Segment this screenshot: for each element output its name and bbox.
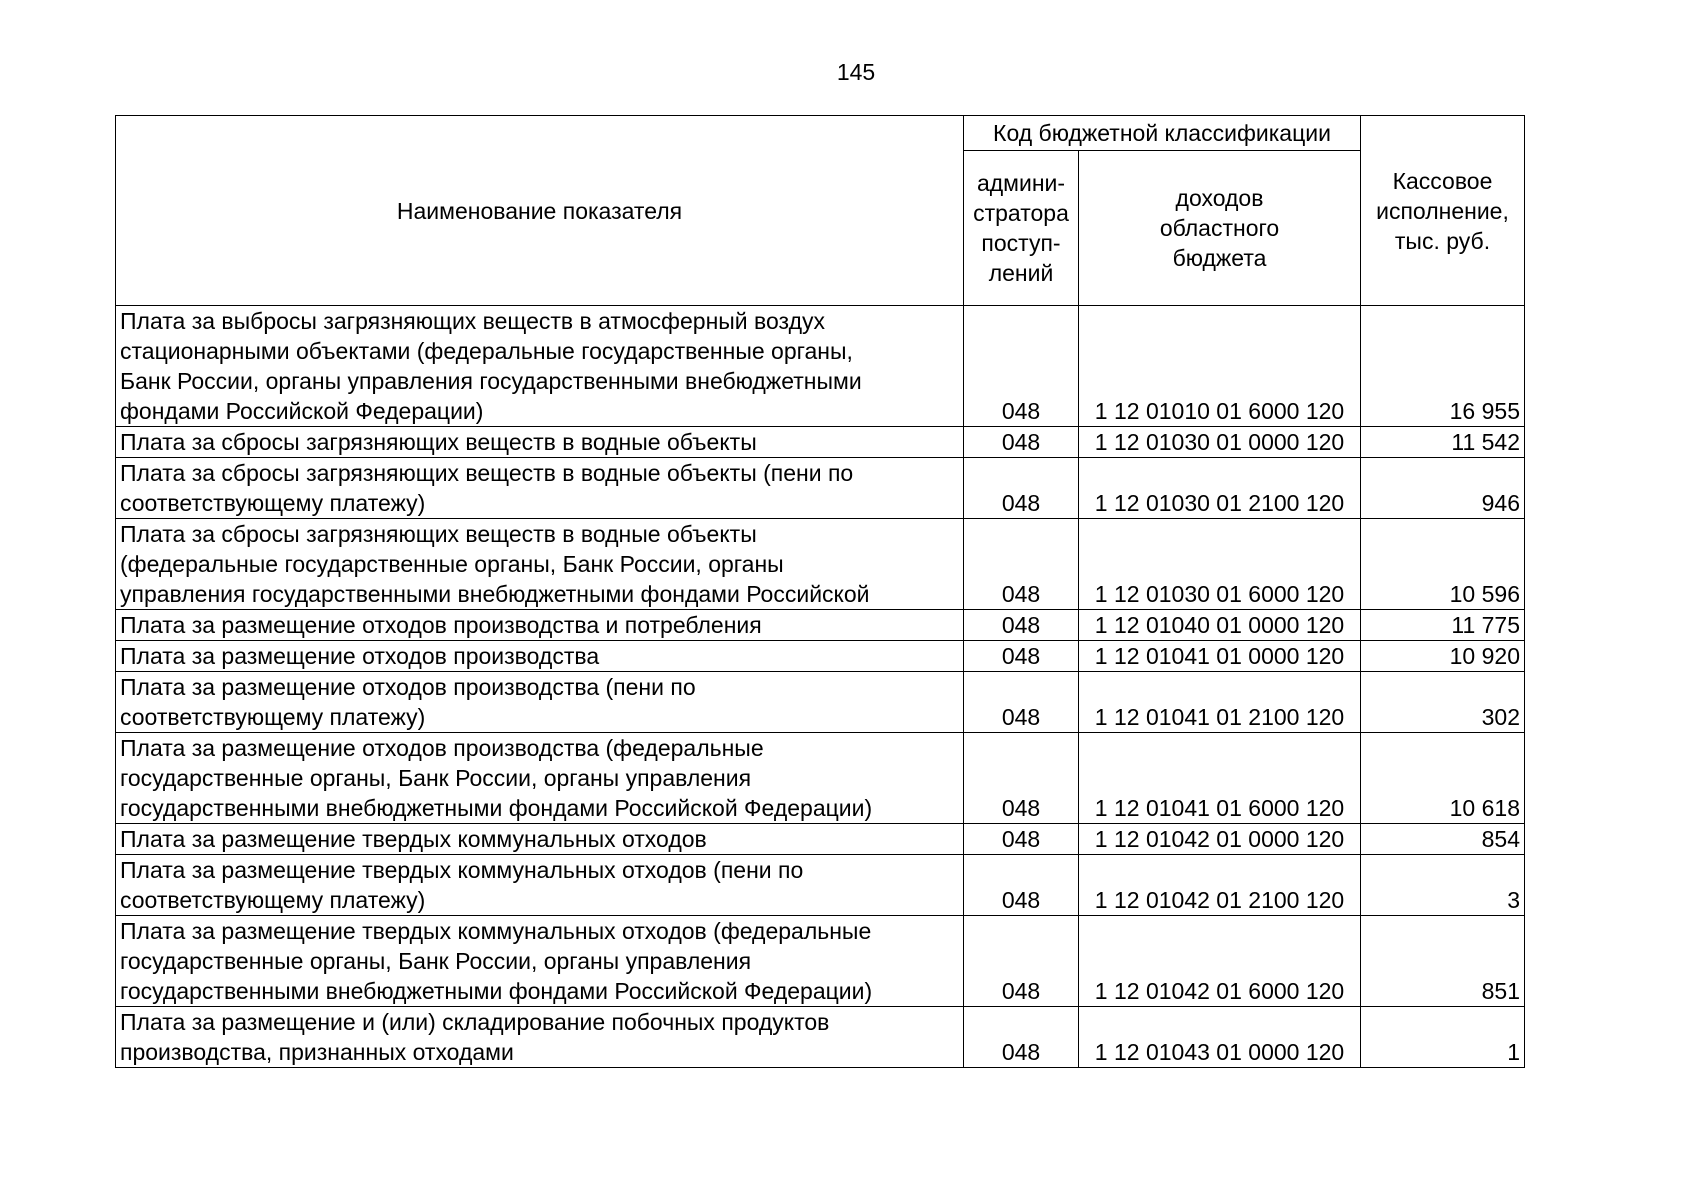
row-name-line: Плата за сбросы загрязняющих веществ в водные объекты bbox=[120, 429, 757, 455]
row-income-code: 1 12 01041 01 0000 120 bbox=[1079, 641, 1361, 672]
row-name-line: соответствующему платежу) bbox=[120, 490, 426, 516]
row-name-cell bbox=[116, 672, 964, 733]
row-name-line: соответствующему платежу) bbox=[120, 887, 426, 913]
row-name-line: Плата за размещение отходов производства bbox=[120, 643, 600, 669]
row-name-line: управления государственными внебюджетными фондами Российской bbox=[120, 581, 870, 607]
row-amount: 11 775 bbox=[1361, 610, 1525, 641]
row-name-cell bbox=[116, 458, 964, 519]
header-amount-line: Кассовое bbox=[1392, 167, 1493, 194]
row-name-line: Плата за размещение твердых коммунальных отходов (федеральные bbox=[120, 918, 872, 944]
row-name-cell bbox=[116, 306, 964, 427]
row-admin-code: 048 bbox=[964, 1007, 1079, 1068]
row-name-line: Плата за размещение отходов производства и потребления bbox=[120, 612, 762, 638]
row-income-code: 1 12 01042 01 0000 120 bbox=[1079, 824, 1361, 855]
row-admin-code: 048 bbox=[964, 672, 1079, 733]
row-amount: 10 596 bbox=[1361, 519, 1525, 610]
row-admin-code: 048 bbox=[964, 855, 1079, 916]
header-admin bbox=[964, 151, 1079, 306]
header-code-line: доходов bbox=[1175, 185, 1264, 211]
table-row bbox=[116, 458, 1525, 519]
table-row bbox=[116, 733, 1525, 824]
header-code-line: областного bbox=[1159, 215, 1280, 241]
row-name-line: Плата за сбросы загрязняющих веществ в водные объекты (пени по bbox=[120, 460, 854, 486]
table-row bbox=[116, 306, 1525, 427]
row-name-line: Плата за сбросы загрязняющих веществ в водные объекты bbox=[120, 521, 757, 547]
header-admin-line: поступ- bbox=[981, 230, 1061, 256]
row-name-line: Плата за размещение отходов производства (федеральные bbox=[120, 735, 764, 761]
row-name-line: государственные органы, Банк России, органы управления bbox=[120, 765, 752, 791]
row-name-cell bbox=[116, 519, 964, 610]
row-name-cell bbox=[116, 824, 964, 855]
row-amount: 10 920 bbox=[1361, 641, 1525, 672]
row-name-cell bbox=[116, 855, 964, 916]
row-admin-code: 048 bbox=[964, 458, 1079, 519]
row-amount: 946 bbox=[1361, 458, 1525, 519]
table-row bbox=[116, 519, 1525, 610]
row-income-code: 1 12 01010 01 6000 120 bbox=[1079, 306, 1361, 427]
row-income-code: 1 12 01040 01 0000 120 bbox=[1079, 610, 1361, 641]
row-admin-code: 048 bbox=[964, 519, 1079, 610]
row-income-code: 1 12 01030 01 6000 120 bbox=[1079, 519, 1361, 610]
header-amount bbox=[1361, 116, 1525, 306]
header-classification-group: Код бюджетной классификации bbox=[964, 116, 1361, 151]
table-body bbox=[116, 306, 1525, 1068]
row-admin-code: 048 bbox=[964, 733, 1079, 824]
row-amount: 16 955 bbox=[1361, 306, 1525, 427]
row-amount: 1 bbox=[1361, 1007, 1525, 1068]
row-income-code: 1 12 01030 01 2100 120 bbox=[1079, 458, 1361, 519]
table-row bbox=[116, 855, 1525, 916]
row-amount: 854 bbox=[1361, 824, 1525, 855]
header-code-line: бюджета bbox=[1172, 245, 1267, 271]
row-name-line: Плата за размещение твердых коммунальных отходов (пени по bbox=[120, 857, 804, 883]
row-income-code: 1 12 01030 01 0000 120 bbox=[1079, 427, 1361, 458]
table-row bbox=[116, 427, 1525, 458]
row-name-line: соответствующему платежу) bbox=[120, 704, 426, 730]
header-amount-line: тыс. руб. bbox=[1394, 227, 1491, 254]
header-admin-line: админи- bbox=[976, 170, 1066, 196]
budget-table bbox=[115, 115, 1525, 1068]
row-name-line: стационарными объектами (федеральные государственные органы, bbox=[120, 338, 853, 364]
row-name-line: государственными внебюджетными фондами Российской Федерации) bbox=[120, 978, 873, 1004]
row-amount: 11 542 bbox=[1361, 427, 1525, 458]
header-admin-line: лений bbox=[988, 260, 1054, 286]
row-amount: 302 bbox=[1361, 672, 1525, 733]
row-name-cell bbox=[116, 641, 964, 672]
row-name-line: Плата за размещение твердых коммунальных отходов bbox=[120, 826, 707, 852]
row-name-cell bbox=[116, 916, 964, 1007]
row-amount: 10 618 bbox=[1361, 733, 1525, 824]
row-name-line: Плата за размещение отходов производства (пени по bbox=[120, 674, 696, 700]
row-admin-code: 048 bbox=[964, 824, 1079, 855]
row-name-line: производства, признанных отходами bbox=[120, 1039, 514, 1065]
table-row bbox=[116, 824, 1525, 855]
row-name-line: Банк России, органы управления государственными внебюджетными bbox=[120, 368, 862, 394]
row-name-cell bbox=[116, 733, 964, 824]
page-number: 145 bbox=[836, 59, 876, 85]
row-income-code: 1 12 01043 01 0000 120 bbox=[1079, 1007, 1361, 1068]
row-name-line: Плата за размещение и (или) складирование побочных продуктов bbox=[120, 1009, 830, 1035]
row-admin-code: 048 bbox=[964, 427, 1079, 458]
row-name-line: государственными внебюджетными фондами Российской Федерации) bbox=[120, 795, 873, 821]
row-admin-code: 048 bbox=[964, 916, 1079, 1007]
row-admin-code: 048 bbox=[964, 306, 1079, 427]
row-income-code: 1 12 01042 01 2100 120 bbox=[1079, 855, 1361, 916]
row-name-cell bbox=[116, 1007, 964, 1068]
row-name-cell bbox=[116, 427, 964, 458]
row-name-line: государственные органы, Банк России, органы управления bbox=[120, 948, 752, 974]
row-name-line: (федеральные государственные органы, Банк России, органы bbox=[120, 551, 784, 577]
table-row bbox=[116, 916, 1525, 1007]
table-header bbox=[116, 116, 1525, 306]
table-row bbox=[116, 610, 1525, 641]
row-name-line: Плата за выбросы загрязняющих веществ в атмосферный воздух bbox=[120, 308, 825, 334]
table-row bbox=[116, 641, 1525, 672]
header-name: Наименование показателя bbox=[116, 116, 964, 306]
row-amount: 3 bbox=[1361, 855, 1525, 916]
header-code bbox=[1079, 151, 1361, 306]
row-income-code: 1 12 01041 01 6000 120 bbox=[1079, 733, 1361, 824]
row-admin-code: 048 bbox=[964, 641, 1079, 672]
row-amount: 851 bbox=[1361, 916, 1525, 1007]
table-row bbox=[116, 1007, 1525, 1068]
row-income-code: 1 12 01042 01 6000 120 bbox=[1079, 916, 1361, 1007]
row-name-cell bbox=[116, 610, 964, 641]
row-admin-code: 048 bbox=[964, 610, 1079, 641]
row-name-line: фондами Российской Федерации) bbox=[120, 398, 484, 424]
row-income-code: 1 12 01041 01 2100 120 bbox=[1079, 672, 1361, 733]
table-row bbox=[116, 672, 1525, 733]
header-amount-line: исполнение, bbox=[1376, 197, 1509, 224]
header-admin-line: стратора bbox=[973, 200, 1069, 226]
